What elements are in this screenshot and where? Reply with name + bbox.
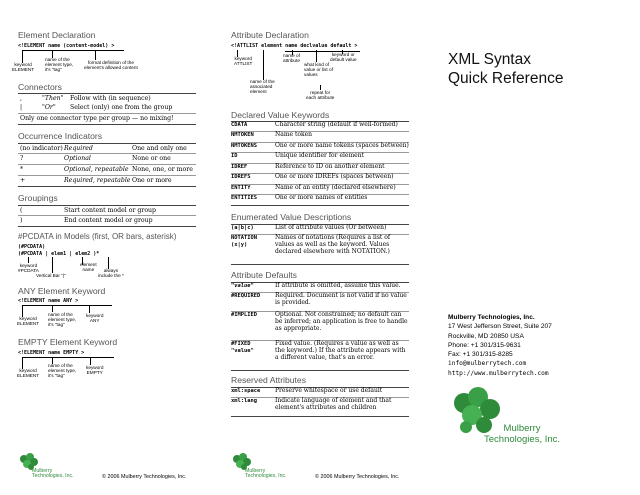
any-any-note: keyword ANY [86, 313, 104, 324]
declared-desc: One or more names of entities [275, 194, 368, 201]
reserved-desc: Preserve whitespace or use default [275, 387, 383, 394]
reserved-key: xml:space [231, 388, 261, 394]
groupings-heading: Groupings [18, 193, 58, 203]
any-syntax: <!ELEMENT name ANY > [18, 298, 79, 304]
declared-key: NMTOKEN [231, 132, 254, 138]
contact-phone: Phone: +1 301/315-9631 [448, 341, 521, 349]
attribute-assoc-note: name of the associated element [250, 79, 275, 95]
declared-desc: One or more IDREFs (spaces between) [275, 173, 394, 180]
contact-fax: Fax: +1 301/315-8285 [448, 351, 513, 359]
contact-email[interactable]: info@mulberrytech.com [448, 360, 527, 368]
attribute-default-note: keyword or default value [330, 52, 357, 63]
any-heading: ANY Element Keyword [18, 286, 106, 296]
contact-block [448, 313, 552, 378]
declared-desc: Character string (default if well-formed) [275, 121, 398, 128]
declared-desc: Unique identifier for element [275, 152, 364, 159]
pcdata-element-note: element name [80, 262, 97, 273]
contact-company: Mulberry Technologies, Inc. [448, 314, 535, 321]
declared-key: CDATA [231, 122, 248, 128]
connector-rule-note: Only one connector type per group — no mixing! [20, 115, 174, 122]
occurrence-symbol: + [20, 177, 26, 184]
occurrence-name: Optional [64, 155, 91, 162]
element-model-note: formal definition of the element's allowed content [84, 60, 138, 71]
declared-key: ENTITIES [231, 195, 257, 201]
connector-symbol: | [20, 104, 23, 111]
any-keyword-note: keyword ELEMENT [17, 316, 40, 327]
attribute-repeat-note: repeat for each attribute [306, 90, 335, 101]
default-key: "value" [231, 283, 254, 289]
footer-logo-line2: Technologies, Inc. [32, 473, 74, 480]
reserved-key: xml:lang [231, 398, 257, 404]
pcdata-keyword-note: keyword #PCDATA [18, 263, 39, 274]
attribute-name-note: name of attribute [283, 53, 300, 64]
default-key: #REQUIRED [231, 293, 261, 299]
attribute-kind-note: what kind of value or list of values [304, 62, 333, 78]
default-key: #FIXED "value" [231, 341, 254, 354]
declared-key: IDREF [231, 164, 248, 170]
element-declaration-syntax: <!ELEMENT name (content-model) > [18, 43, 115, 49]
declared-key: ENTITY [231, 185, 251, 191]
pcdata-heading: #PCDATA in Models (first, OR bars, asterisk) [18, 232, 177, 241]
grouping-symbol: ( [20, 207, 23, 214]
default-key: #IMPLIED [231, 312, 257, 318]
enumerated-key: NOTATION (x|y) [231, 235, 257, 248]
declared-desc: Name token [275, 131, 313, 138]
footer-logo-line2: Technologies, Inc. [245, 473, 287, 480]
occurrence-desc: None or one [132, 155, 171, 162]
connector-name: "Then" [42, 95, 64, 102]
element-keyword-note: keyword ELEMENT [12, 62, 35, 73]
contact-address1: 17 West Jefferson Street, Suite 207 [448, 323, 552, 331]
default-desc: Fixed value. (Requires a value as well as the keyword.) If the attribute appears with a different value, that's an error. [275, 340, 406, 361]
declared-desc: Reference to ID on another element [275, 163, 385, 170]
grouping-desc: Start content model or group [64, 207, 156, 214]
occurrence-symbol: ? [20, 155, 24, 162]
connector-desc: Select (only) one from the group [70, 104, 173, 111]
occurrence-name: Optional, repeatable [64, 166, 129, 173]
grouping-desc: End content model or group [64, 217, 153, 224]
reserved-desc: Indicate language of element and that element's attributes and children [275, 397, 392, 411]
enumerated-desc: List of attribute values (Or between) [275, 224, 387, 231]
element-name-note: name of the element type, it's "tag" [45, 57, 74, 73]
grouping-symbol: ) [20, 217, 23, 224]
declared-key: NMTOKENS [231, 143, 257, 149]
declared-key: IDREFS [231, 174, 251, 180]
any-name-note: name of the element type, it's "tag" [48, 312, 77, 328]
attlist-keyword-note: keyword ATTLIST [234, 56, 253, 67]
occurrence-heading: Occurrence Indicators [18, 131, 103, 141]
cover-title-line2: Quick Reference [448, 70, 564, 87]
default-desc: If attribute is omitted, assume this value. [275, 282, 401, 289]
cover-logo-text [484, 423, 560, 445]
contact-address2: Rockville, MD 20850 USA [448, 332, 524, 340]
declared-values-heading: Declared Value Keywords [231, 110, 330, 120]
cover-title-line1: XML Syntax [448, 51, 531, 68]
default-desc: Optional. Not constrained; no default can be inferred; an application is free to handle as appropriate. [275, 311, 408, 332]
occurrence-symbol: * [20, 166, 24, 173]
cover-title [448, 50, 563, 88]
connector-desc: Follow with (in sequence) [70, 95, 151, 102]
contact-web[interactable]: http://www.mulberrytech.com [448, 369, 549, 377]
empty-heading: EMPTY Element Keyword [18, 337, 118, 347]
footer-copyright: © 2006 Mulberry Technologies, Inc. [315, 474, 400, 480]
attribute-defaults-heading: Attribute Defaults [231, 270, 297, 280]
declared-key: ID [231, 153, 238, 159]
default-desc: Required. Document is not valid if no value is provided. [275, 292, 407, 306]
empty-name-note: name of the element type, it's "tag" [48, 363, 77, 379]
pcdata-syntax-2: (#PCDATA | elem1 | elem2 )* [18, 251, 100, 257]
attribute-declaration-heading: Attribute Declaration [231, 30, 309, 40]
empty-empty-note: keyword EMPTY [86, 365, 104, 376]
empty-keyword-note: keyword ELEMENT [17, 368, 40, 379]
occurrence-name: Required [64, 145, 93, 152]
reserved-attributes-heading: Reserved Attributes [231, 375, 306, 385]
enumerated-desc: Names of notations (Requires a list of values as well as the keyword. Values declared elsewhere with NOTATION.) [275, 234, 391, 255]
declared-desc: Name of an entity (declared elsewhere) [275, 184, 396, 191]
footer-logo-line1: Mulberry [32, 468, 53, 474]
occurrence-desc: None, one, or more [132, 166, 193, 173]
occurrence-name: Required, repeatable [64, 177, 131, 184]
connectors-heading: Connectors [18, 82, 62, 92]
occurrence-symbol: (no indicator) [20, 145, 63, 152]
attribute-declaration-syntax: <!ATTLIST element name declvalue default > [231, 43, 358, 49]
connector-symbol: , [20, 95, 22, 102]
pcdata-always-note: always include the * [98, 268, 124, 279]
footer-copyright: © 2006 Mulberry Technologies, Inc. [102, 474, 187, 480]
element-declaration-heading: Element Declaration [18, 30, 96, 40]
enumerated-key: (a|b|c) [231, 225, 254, 231]
pcdata-vbar-note: Vertical Bar "|" [36, 273, 66, 278]
empty-syntax: <!ELEMENT name EMPTY > [18, 350, 85, 356]
footer-logo-line1: Mulberry [245, 468, 266, 474]
occurrence-desc: One or more [132, 177, 172, 184]
declared-desc: One or more name tokens (spaces between) [275, 142, 409, 149]
connector-name: "Or" [42, 104, 56, 111]
enumerated-values-heading: Enumerated Value Descriptions [231, 212, 352, 222]
cover-logo-line1: Mulberry [503, 423, 541, 434]
pcdata-syntax-1: (#PCDATA) [18, 244, 46, 250]
occurrence-desc: One and only one [132, 145, 187, 152]
cover-logo-line2: Technologies, Inc. [484, 434, 561, 445]
